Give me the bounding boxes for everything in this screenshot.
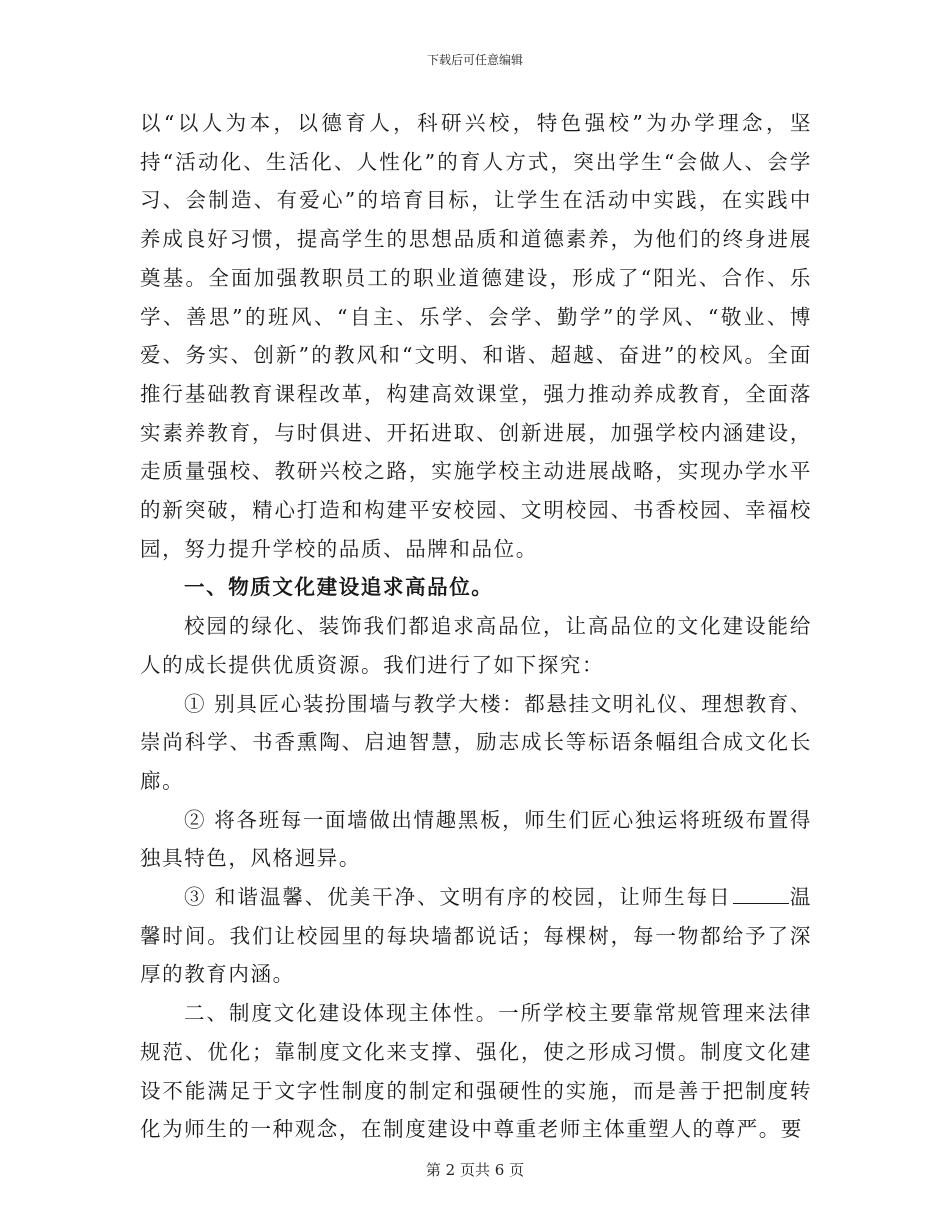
page-number: 第 2 页共 6 页 <box>425 1161 525 1179</box>
section-heading-material-culture: 一、物质文化建设追求高品位。 <box>184 575 494 600</box>
paragraph-campus-greening: 校园的绿化、装饰我们都追求高品位，让高品位的文化建设能给人的成长提供优质资源。我们进行了如下探究： <box>140 614 812 677</box>
paragraph-institutional-culture: 二、制度文化建设体现主体性。一所学校主要靠常规管理来法律规范、优化；靠制度文化来支撑、强化，使之形成习惯。制度文化建设不能满足于文字性制度的制定和强硬性的实施，而是善于把制度转化为师生的一种观念，在制度建设中尊重老师主体重塑人的尊严。要 <box>140 1001 812 1142</box>
paragraph-mission: 以“以人为本，以德育人，科研兴校，特色强校”为办学理念，坚持“活动化、生活化、人性化”的育人方式，突出学生“会做人、会学习、会制造、有爱心”的培育目标，让学生在活动中实践，在实践中养成良好习惯，提高学生的思想品质和道德素养，为他们的终身进展奠基。全面加强教职员工的职业道德建设，形成了“阳光、合作、乐学、善思”的班风、“自主、乐学、会学、勤学”的学风、“敬业、博爱、务实、创新”的教风和“文明、和谐、超越、奋进”的校风。全面推行基础教育课程改革，构建高效课堂，强力推动养成教育，全面落实素养教育，与时俱进、开拓进取、创新进展，加强学校内涵建设，走质量强校、教研兴校之路，实施学校主动进展战略，实现办学水平的新突破，精心打造和构建平安校园、文明校园、书香校园、幸福校园，努力提升学校的品质、品牌和品位。 <box>140 111 812 561</box>
fill-in-blank <box>733 902 789 904</box>
document-body <box>140 104 812 1149</box>
list-item-walls-and-buildings: ① 别具匠心装扮围墙与教学大楼：都悬挂文明礼仪、理想教育、崇尚科学、书香熏陶、启迪智慧，励志成长等标语条幅组合成文化长廊。 <box>140 691 812 793</box>
list-item-class-blackboards: ② 将各班每一面墙做出情趣黑板，师生们匠心独运将班级布置得独具特色，风格迥异。 <box>140 807 812 871</box>
list-item-harmonious-campus <box>140 878 812 994</box>
list-item-text-end: 温馨时间。我们让校园里的每块墙都说话；每棵树，每一物都给予了深厚的教育内涵。 <box>140 885 812 987</box>
page-header: 下载后可任意编辑 <box>426 53 523 67</box>
list-item-text-start: ③ 和谐温馨、优美干净、文明有序的校园，让师生每日 <box>184 885 732 910</box>
